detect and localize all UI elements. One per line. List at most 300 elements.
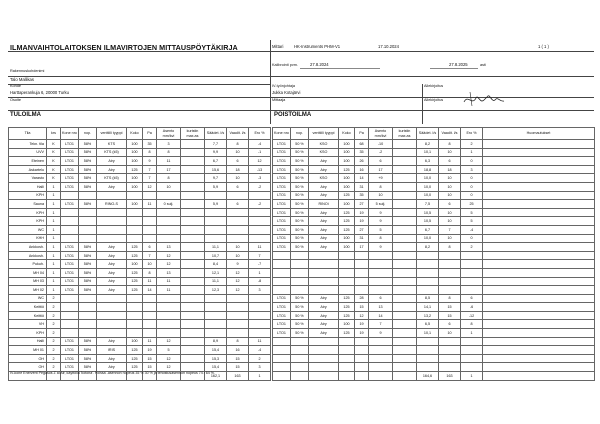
poisto-value-cell: 3	[461, 165, 483, 174]
tulo-value-cell: 3	[157, 140, 181, 149]
poisto-column-header: Kone nro	[273, 128, 291, 140]
poisto-value-cell: 6,7	[417, 225, 439, 234]
tulo-value-cell: Airy	[97, 182, 127, 191]
poisto-value-cell	[417, 251, 439, 260]
poisto-value-cell: 8	[461, 320, 483, 329]
poisto-value-cell: LTO1	[273, 243, 291, 252]
room-name-cell: MH 02	[9, 286, 47, 295]
tulo-value-cell	[249, 234, 271, 243]
room-name-cell: Eteinen	[9, 157, 47, 166]
room-name-cell: KPH	[9, 191, 47, 200]
tulo-value-cell: 15,4	[205, 346, 227, 355]
poisto-value-cell	[393, 303, 417, 312]
tulo-value-cell	[143, 217, 157, 226]
tulo-value-cell: 58%	[79, 200, 97, 209]
poisto-value-cell: LTO1	[273, 182, 291, 191]
tulo-value-cell	[61, 311, 79, 320]
poisto-value-cell	[483, 354, 595, 363]
tulo-value-cell: 7	[143, 174, 157, 183]
poisto-value-cell	[355, 251, 369, 260]
rule-5	[8, 110, 594, 111]
tulo-value-cell	[157, 311, 181, 320]
tulo-value-cell: Airy	[97, 268, 127, 277]
floor-cell: 2	[47, 337, 61, 346]
room-name-cell: KPH	[9, 217, 47, 226]
room-name-cell: Keittiö	[9, 303, 47, 312]
tulo-value-cell: 12,1	[205, 268, 227, 277]
poisto-value-cell	[369, 337, 393, 346]
tulo-value-cell: 100	[127, 148, 143, 157]
room-name-cell: Ankkosh.	[9, 251, 47, 260]
tulo-value-cell: 15	[227, 354, 249, 363]
table-row	[273, 174, 595, 183]
tulo-value-cell	[143, 294, 157, 303]
tulo-value-cell: 125	[127, 165, 143, 174]
tulo-value-cell	[61, 234, 79, 243]
table-row	[9, 260, 271, 269]
poisto-value-cell	[417, 354, 439, 363]
poisto-value-cell: 2	[461, 243, 483, 252]
floor-cell: K	[47, 157, 61, 166]
poisto-value-cell	[273, 268, 291, 277]
asti-label: asti	[480, 63, 486, 67]
poisto-value-cell: 100	[339, 174, 355, 183]
tulo-value-cell: 12	[249, 157, 271, 166]
tulo-value-cell: LTO1	[61, 200, 79, 209]
floor-cell: 1	[47, 225, 61, 234]
table-row	[9, 234, 271, 243]
poisto-value-cell	[483, 165, 595, 174]
tulo-value-cell	[249, 311, 271, 320]
tulo-value-cell: -1	[249, 148, 271, 157]
poisto-value-cell	[393, 337, 417, 346]
poisto-value-cell	[355, 346, 369, 355]
tulo-value-cell	[143, 208, 157, 217]
tulo-value-cell: 58%	[79, 354, 97, 363]
poisto-value-cell	[339, 260, 355, 269]
tulo-value-cell: 5,9	[205, 200, 227, 209]
poisto-value-cell: 8	[439, 294, 461, 303]
poisto-value-cell	[339, 251, 355, 260]
poisto-value-cell: LTO1	[273, 234, 291, 243]
poisto-value-cell: 14	[369, 311, 393, 320]
poisto-value-cell: 100	[339, 234, 355, 243]
tulo-value-cell	[143, 320, 157, 329]
tulo-value-cell	[127, 294, 143, 303]
tulo-value-cell	[181, 217, 205, 226]
section-poistoilma: POISTOILMA	[274, 112, 312, 118]
tulo-value-cell	[97, 225, 127, 234]
floor-cell: 1	[47, 200, 61, 209]
tulo-value-cell: 8	[157, 148, 181, 157]
poisto-value-cell: 10,5	[417, 208, 439, 217]
poisto-value-cell: 125	[339, 294, 355, 303]
poisto-value-cell: 100	[339, 157, 355, 166]
poisto-value-cell	[483, 234, 595, 243]
poisto-value-cell	[273, 346, 291, 355]
tulo-value-cell: 12	[227, 277, 249, 286]
poisto-value-cell: KSO	[309, 140, 339, 149]
tulo-value-cell	[127, 225, 143, 234]
tulo-value-cell	[227, 208, 249, 217]
poisto-column-header: Koko	[339, 128, 355, 140]
tulo-value-cell: 15,3	[205, 354, 227, 363]
tulo-value-cell	[79, 225, 97, 234]
poisto-value-cell: RINOi	[309, 200, 339, 209]
kalibrointi-line	[300, 68, 380, 69]
tulo-value-cell: 58%	[79, 268, 97, 277]
poisto-value-cell	[483, 346, 595, 355]
tulo-value-cell: 18	[227, 165, 249, 174]
poisto-value-cell: Airy	[309, 208, 339, 217]
poisto-value-cell	[309, 268, 339, 277]
tulo-value-cell: 1	[249, 268, 271, 277]
poisto-value-cell	[461, 277, 483, 286]
poisto-value-cell: 27	[355, 225, 369, 234]
tulo-value-cell	[249, 329, 271, 338]
tulo-value-cell	[143, 225, 157, 234]
section-tuloilma: TULOILMA	[10, 112, 41, 118]
poisto-value-cell	[291, 268, 309, 277]
poisto-column-header: Pa	[355, 128, 369, 140]
poisto-value-cell: 14,1	[417, 303, 439, 312]
poisto-value-cell	[417, 268, 439, 277]
tulo-value-cell: -4	[249, 346, 271, 355]
poisto-value-cell: KSO	[309, 148, 339, 157]
poisto-value-cell: 8	[439, 243, 461, 252]
tulo-value-cell	[181, 243, 205, 252]
poisto-value-cell	[483, 148, 595, 157]
poisto-value-cell: 50 %	[291, 225, 309, 234]
tulo-column-header: Asento mm/kvi	[157, 128, 181, 140]
poisto-value-cell	[369, 251, 393, 260]
poisto-value-cell: 0	[461, 157, 483, 166]
floor-cell: K	[47, 148, 61, 157]
tulo-value-cell: 13	[157, 268, 181, 277]
poisto-value-cell	[369, 268, 393, 277]
tulo-column-header: Vaadit. l/s	[227, 128, 249, 140]
poisto-value-cell: 6	[439, 320, 461, 329]
poisto-totals-row	[273, 372, 595, 381]
poisto-value-cell	[483, 311, 595, 320]
poisto-value-cell: 8	[369, 234, 393, 243]
tulo-column-header: venttiili tyyppi	[97, 128, 127, 140]
tulo-value-cell	[205, 329, 227, 338]
poisto-value-cell	[461, 251, 483, 260]
tulo-value-cell: KTS (k5)	[97, 148, 127, 157]
rakennus-value: Talo Mallikas	[10, 77, 34, 82]
poisto-value-cell	[291, 346, 309, 355]
poisto-value-cell	[339, 286, 355, 295]
poisto-value-cell	[339, 268, 355, 277]
poisto-value-cell	[483, 294, 595, 303]
poisto-total-ero: 1	[461, 372, 483, 381]
tulo-value-cell: 15	[227, 363, 249, 372]
table-row	[273, 363, 595, 372]
poisto-value-cell: 50 %	[291, 234, 309, 243]
tulo-value-cell: LTO1	[61, 346, 79, 355]
table-row	[9, 191, 271, 200]
tulo-value-cell: 125	[127, 243, 143, 252]
table-row	[273, 157, 595, 166]
rule-3	[8, 84, 270, 85]
table-row	[9, 329, 271, 338]
poisto-value-cell	[461, 260, 483, 269]
tulo-value-cell: 11	[143, 200, 157, 209]
poisto-value-cell: 10	[439, 174, 461, 183]
tulo-value-cell: Airy	[97, 251, 127, 260]
poisto-value-cell: 19	[355, 208, 369, 217]
poisto-value-cell: LTO1	[273, 311, 291, 320]
table-row	[9, 311, 271, 320]
floor-cell: 2	[47, 311, 61, 320]
tulo-value-cell	[61, 225, 79, 234]
tulo-value-cell: 58%	[79, 251, 97, 260]
kalibrointi-value: 27.8.2024	[310, 62, 329, 67]
poisto-value-cell: 10	[439, 191, 461, 200]
tulo-value-cell: LTO1	[61, 243, 79, 252]
tulo-value-cell	[227, 191, 249, 200]
poisto-value-cell: LTO1	[273, 191, 291, 200]
poisto-value-cell: 5	[461, 217, 483, 226]
poisto-value-cell	[393, 165, 417, 174]
tulo-value-cell: 10,7	[205, 251, 227, 260]
poisto-value-cell	[369, 277, 393, 286]
tulo-value-cell	[97, 303, 127, 312]
table-row	[9, 286, 271, 295]
tulo-value-cell	[181, 354, 205, 363]
table-row	[9, 140, 271, 149]
floor-cell: 1	[47, 208, 61, 217]
poisto-value-cell	[393, 260, 417, 269]
poisto-value-cell: 8,2	[417, 243, 439, 252]
poisto-value-cell	[393, 277, 417, 286]
tulo-value-cell	[157, 320, 181, 329]
poisto-value-cell	[339, 337, 355, 346]
poisto-total-empty	[291, 372, 309, 381]
poisto-value-cell: 5	[461, 208, 483, 217]
poisto-value-cell: 6	[461, 294, 483, 303]
room-name-cell: KHH	[9, 234, 47, 243]
poisto-value-cell	[417, 337, 439, 346]
poisto-value-cell	[291, 337, 309, 346]
tulo-value-cell: IRIS	[97, 346, 127, 355]
tulo-value-cell	[227, 217, 249, 226]
poisto-value-cell: 10	[439, 148, 461, 157]
poisto-value-cell	[393, 286, 417, 295]
table-row	[273, 148, 595, 157]
room-name-cell: KPH	[9, 329, 47, 338]
table-row	[9, 303, 271, 312]
poisto-value-cell: 50 %	[291, 303, 309, 312]
poisto-total-empty	[355, 372, 369, 381]
tulo-value-cell: Airy	[97, 286, 127, 295]
poisto-value-cell: Airy	[309, 329, 339, 338]
poisto-value-cell: 9	[369, 217, 393, 226]
poisto-value-cell: 10	[439, 208, 461, 217]
tulo-value-cell: 8	[157, 174, 181, 183]
poisto-value-cell: 7	[439, 225, 461, 234]
poisto-value-cell: 125	[339, 191, 355, 200]
tulo-value-cell: 125	[127, 277, 143, 286]
tulo-value-cell	[79, 208, 97, 217]
tulo-value-cell: 8	[227, 337, 249, 346]
tulo-value-cell	[157, 294, 181, 303]
poisto-value-cell: 19	[355, 320, 369, 329]
tulo-value-cell: LTO1	[61, 165, 79, 174]
table-row	[273, 260, 595, 269]
table-row	[9, 294, 271, 303]
poisto-value-cell: 68	[355, 140, 369, 149]
floor-cell: 1	[47, 268, 61, 277]
tulo-value-cell	[143, 191, 157, 200]
tulo-value-cell	[181, 157, 205, 166]
tulo-value-cell	[143, 234, 157, 243]
tulo-value-cell: 7	[249, 251, 271, 260]
tulo-value-cell	[97, 294, 127, 303]
tulo-value-cell: LTO1	[61, 182, 79, 191]
poisto-value-cell: 28	[355, 294, 369, 303]
poisto-value-cell	[393, 346, 417, 355]
poisto-value-cell	[355, 277, 369, 286]
poisto-value-cell: 125	[339, 225, 355, 234]
tulo-value-cell: 8	[143, 148, 157, 157]
tulo-value-cell: Airy	[97, 363, 127, 372]
poisto-value-cell	[273, 260, 291, 269]
footer-note: IV-kone Enervent Pegasos Z ai Air, käyttöllä 'kotona'. Poissa -asennon nopeus 35 % 30 % ja tehostusasennon nopeus 74 / 64 %.	[10, 371, 215, 375]
tulo-value-cell: 58%	[79, 286, 97, 295]
poisto-value-cell: LTO1	[273, 148, 291, 157]
poisto-value-cell: 125	[339, 217, 355, 226]
poisto-value-cell	[291, 286, 309, 295]
tulo-value-cell	[143, 311, 157, 320]
poisto-value-cell	[417, 260, 439, 269]
poisto-value-cell: LTO1	[273, 174, 291, 183]
table-row	[9, 243, 271, 252]
tulo-value-cell: 2	[249, 354, 271, 363]
tulo-value-cell: Airy	[97, 157, 127, 166]
poisto-value-cell: 125	[339, 165, 355, 174]
tulo-column-header: Kone nro	[61, 128, 79, 140]
poisto-value-cell: 18,8	[417, 165, 439, 174]
tulo-value-cell	[127, 320, 143, 329]
tulo-value-cell: Airy	[97, 354, 127, 363]
document-title: ILMANVAIHTOLAITOKSEN ILMAVIRTOJEN MITTAUSPÖYTÄKIRJA	[10, 43, 238, 52]
poisto-value-cell	[461, 354, 483, 363]
poisto-value-cell: Airy	[309, 303, 339, 312]
tulo-value-cell	[181, 182, 205, 191]
room-name-cell: Keittiö	[9, 311, 47, 320]
tulo-value-cell: 15,6	[205, 165, 227, 174]
tulo-value-cell: Airy	[97, 243, 127, 252]
tulo-value-cell: 100	[127, 260, 143, 269]
tulo-value-cell: 0 sulj.	[157, 200, 181, 209]
tulo-value-cell: 12	[227, 286, 249, 295]
poisto-value-cell: -2	[369, 148, 393, 157]
page-number: 1 ( 1 )	[538, 44, 549, 49]
poisto-value-cell	[461, 268, 483, 277]
poisto-value-cell: 0	[461, 182, 483, 191]
poisto-value-cell	[483, 277, 595, 286]
tulo-value-cell: 7	[143, 251, 157, 260]
poisto-value-cell	[309, 277, 339, 286]
tulo-value-cell	[181, 234, 205, 243]
tulo-value-cell	[143, 329, 157, 338]
tulo-value-cell	[181, 208, 205, 217]
tulo-value-cell: 58%	[79, 277, 97, 286]
room-name-cell: WC	[9, 225, 47, 234]
room-name-cell: MH 04	[9, 268, 47, 277]
poisto-value-cell	[309, 337, 339, 346]
poisto-value-cell: 10	[439, 234, 461, 243]
poisto-value-cell	[417, 346, 439, 355]
poisto-value-cell	[355, 363, 369, 372]
floor-cell: 2	[47, 303, 61, 312]
tulo-value-cell: LTO1	[61, 157, 79, 166]
tulo-value-cell: 12	[157, 260, 181, 269]
poisto-value-cell: 8	[369, 182, 393, 191]
table-row	[273, 346, 595, 355]
poisto-value-cell	[309, 354, 339, 363]
tulo-value-cell: 3	[249, 363, 271, 372]
header-rule	[8, 51, 594, 52]
poisto-value-cell: 50 %	[291, 157, 309, 166]
poisto-value-cell: Airy	[309, 165, 339, 174]
tulo-value-cell	[249, 225, 271, 234]
poisto-value-cell: 6	[369, 294, 393, 303]
rule-4	[8, 97, 594, 98]
poisto-value-cell: 10,0	[417, 234, 439, 243]
poisto-value-cell: 9	[369, 329, 393, 338]
tulo-value-cell: 11	[143, 277, 157, 286]
floor-cell: 1	[47, 191, 61, 200]
poisto-value-cell: 10	[369, 191, 393, 200]
mittari-label: Mittari	[272, 44, 284, 49]
poisto-value-cell: 8,5	[417, 294, 439, 303]
poisto-value-cell	[291, 354, 309, 363]
poisto-value-cell	[291, 277, 309, 286]
poisto-value-cell	[393, 208, 417, 217]
tulo-value-cell: 100	[127, 182, 143, 191]
tulo-value-cell	[61, 294, 79, 303]
tulo-value-cell: 12	[157, 354, 181, 363]
poisto-column-header: nop.	[291, 128, 309, 140]
poisto-value-cell: 35	[355, 191, 369, 200]
tulo-value-cell: 58%	[79, 174, 97, 183]
mittaaja-label: Mittaaja	[272, 98, 286, 102]
tulo-value-cell	[157, 234, 181, 243]
tulo-value-cell	[205, 311, 227, 320]
table-row	[9, 251, 271, 260]
poisto-value-cell: 50 %	[291, 311, 309, 320]
poisto-value-cell	[309, 251, 339, 260]
room-name-cell: WC	[9, 294, 47, 303]
tulo-value-cell	[127, 329, 143, 338]
tulo-value-cell: 6	[227, 182, 249, 191]
table-row	[9, 337, 271, 346]
tulo-value-cell: 11	[249, 337, 271, 346]
poisto-value-cell	[417, 286, 439, 295]
poisto-value-cell: 10,5	[417, 217, 439, 226]
tulo-value-cell: 11	[143, 337, 157, 346]
table-row	[273, 234, 595, 243]
tulo-column-header: Tila	[9, 128, 47, 140]
poisto-value-cell	[483, 191, 595, 200]
tulo-value-cell	[61, 217, 79, 226]
floor-cell: 2	[47, 363, 61, 372]
poisto-value-cell: 50 %	[291, 294, 309, 303]
poisto-value-cell: -10	[369, 140, 393, 149]
